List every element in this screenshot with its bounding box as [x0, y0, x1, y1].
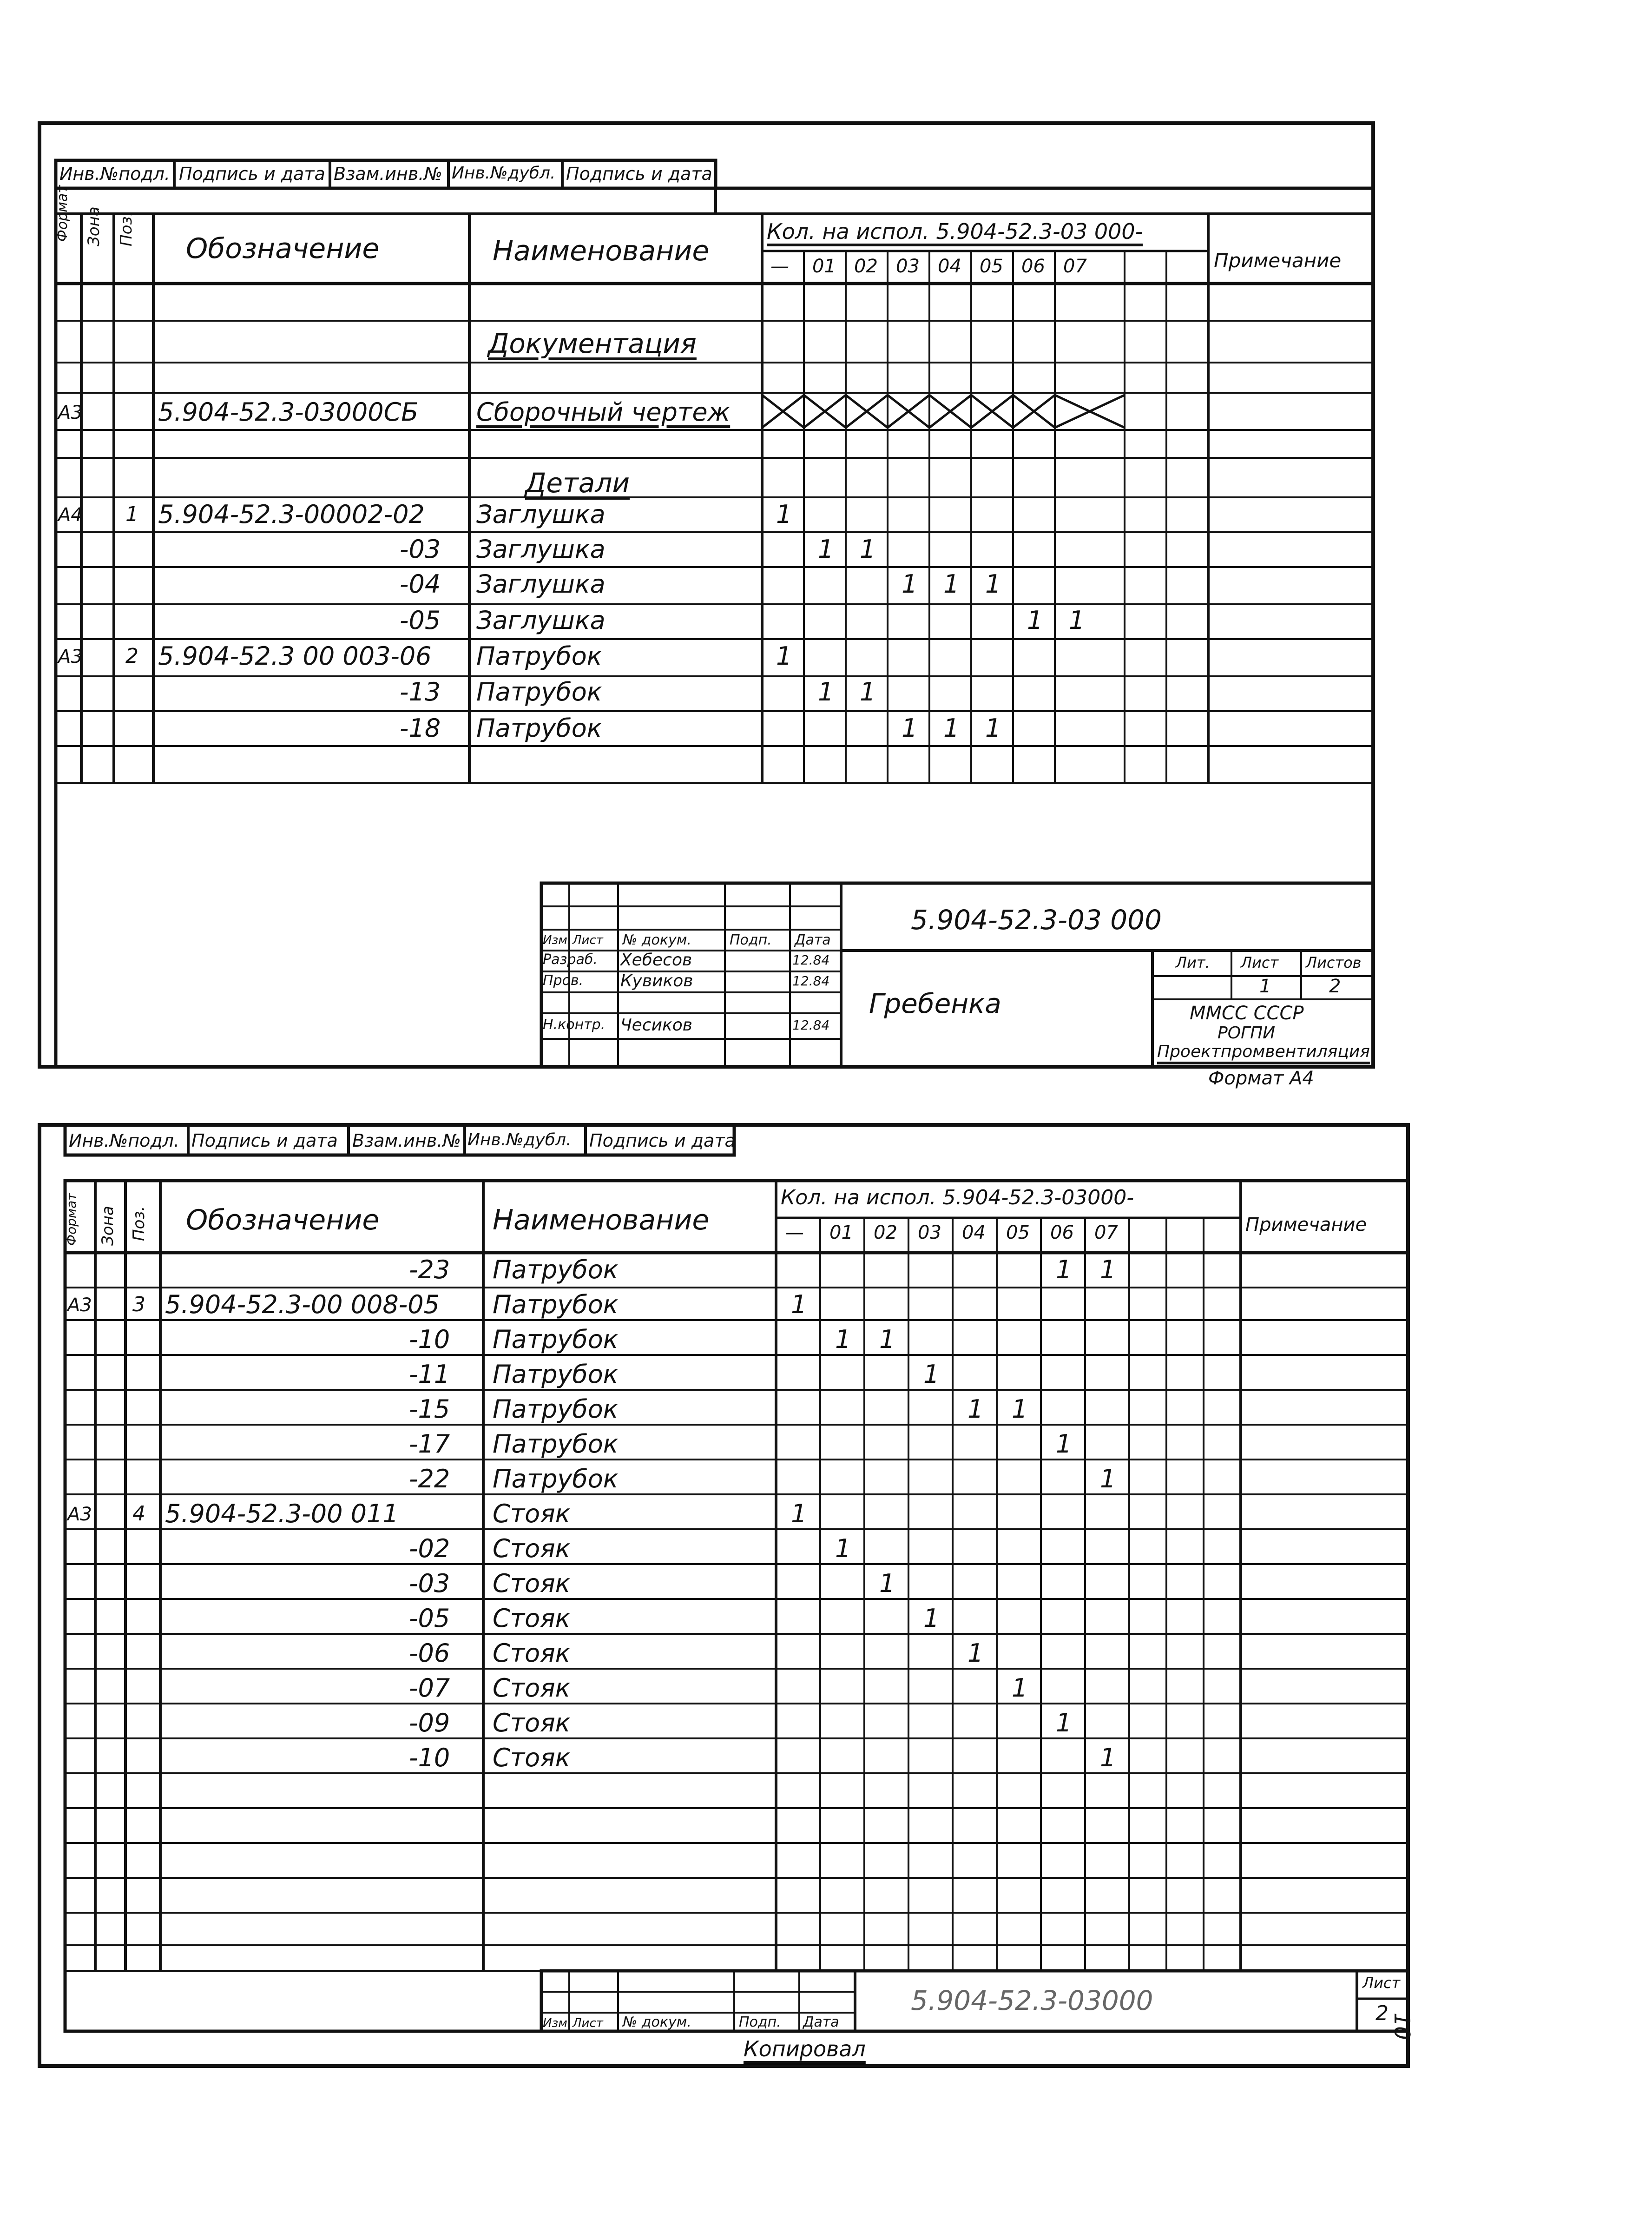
strip-signature-label: Подпись и дата	[179, 164, 325, 184]
row-format: А3	[58, 402, 83, 423]
row2-designation: -07	[409, 1673, 450, 1703]
row-designation: -03	[400, 535, 441, 564]
header-designation: Обозначение	[186, 232, 380, 265]
row-designation: -04	[400, 569, 441, 599]
tb1-person-0: Хебесов	[620, 951, 692, 970]
row-qty-mark: 1	[860, 535, 876, 564]
row2-qty-mark: 1	[1100, 1255, 1116, 1284]
row2-name: Стояк	[493, 1743, 571, 1772]
row2-qty-mark: 1	[923, 1360, 940, 1389]
tb2-code: 5.904-52.3-03000	[911, 1985, 1153, 2016]
row2-designation: -03	[409, 1569, 450, 1598]
row2-qty-mark: 1	[968, 1394, 984, 1424]
row2-qty-mark: 1	[1056, 1429, 1072, 1459]
row2-qty-mark: 1	[1056, 1255, 1072, 1284]
header2-pos: Поз.	[130, 1206, 148, 1241]
row-format: А4	[58, 504, 83, 526]
row2-designation: 5.904-52.3-00 008-05	[165, 1290, 440, 1319]
tb1-lit-label: Лит.	[1176, 954, 1210, 971]
tb1-sheet-label: Лист	[1241, 954, 1279, 971]
header-qty-title: Кол. на испол. 5.904-52.3-03 000-	[767, 219, 1143, 244]
row2-name: Стояк	[493, 1569, 571, 1598]
row2-qty-mark: 1	[835, 1534, 851, 1563]
row2-name: Стояк	[493, 1604, 571, 1633]
row-name: Заглушка	[476, 500, 606, 529]
row2-qty-mark: 1	[835, 1325, 851, 1354]
strip2-signature-label: Подпись и дата	[191, 1130, 338, 1151]
variant2-header-3: 03	[918, 1222, 941, 1243]
row2-qty-mark: 1	[879, 1325, 895, 1354]
tb2-sheet: 2	[1376, 2001, 1389, 2025]
row-name: Патрубок	[476, 641, 602, 671]
row-qty-mark: 1	[902, 569, 918, 599]
row2-designation: -09	[409, 1708, 450, 1737]
header-zone: Зона	[85, 206, 103, 246]
header-note: Примечание	[1214, 249, 1342, 272]
tb1-person-2: Чесиков	[620, 1016, 693, 1035]
row2-designation: -15	[409, 1394, 450, 1424]
tb1-format-note: Формат А4	[1208, 1068, 1314, 1089]
tb1-person-1: Кувиков	[620, 971, 693, 991]
row-designation: 5.904-52.3 00 003-06	[158, 641, 432, 671]
variant-header-0: —	[770, 256, 789, 277]
row-qty-mark: 1	[943, 713, 960, 743]
row2-qty-mark: 1	[1012, 1394, 1028, 1424]
row2-designation: -22	[409, 1464, 450, 1493]
variant-header-2: 02	[854, 256, 878, 277]
row-format: А3	[58, 646, 83, 667]
header2-name: Наименование	[493, 1204, 710, 1236]
strip2-replace-label: Взам.инв.№	[352, 1130, 461, 1151]
row2-qty-mark: 1	[968, 1638, 984, 1668]
tb1-org2: РОГПИ	[1218, 1024, 1276, 1043]
row2-name: Стояк	[493, 1499, 571, 1528]
row2-designation: -05	[409, 1604, 450, 1633]
row2-qty-mark: 1	[791, 1499, 807, 1528]
row2-name: Стояк	[493, 1534, 571, 1563]
header2-zone: Зона	[99, 1206, 117, 1246]
section-parts: Детали	[525, 467, 630, 499]
strip-inv-label: Инв.№подл.	[59, 164, 171, 184]
row2-designation: -10	[409, 1743, 450, 1772]
variant-header-1: 01	[812, 256, 836, 277]
tb2-label-doc: № докум.	[623, 2014, 691, 2030]
row2-name: Стояк	[493, 1708, 571, 1737]
variant2-header-2: 02	[874, 1222, 897, 1243]
variant-header-5: 05	[980, 256, 1003, 277]
row-qty-mark: 1	[818, 677, 834, 707]
header-name: Наименование	[493, 235, 710, 267]
row-name: Заглушка	[476, 535, 606, 564]
row-name: Заглушка	[476, 569, 606, 599]
row-designation: 5.904-52.3-03000СБ	[158, 397, 419, 427]
tb1-role-0: Разраб.	[543, 951, 598, 968]
row-qty-mark: 1	[985, 713, 1001, 743]
row2-qty-mark: 1	[791, 1290, 807, 1319]
row2-qty-mark: 1	[1100, 1743, 1116, 1772]
tb1-label-doc: № докум.	[623, 932, 691, 948]
variant2-header-0: —	[785, 1222, 804, 1243]
tb1-sheets-label: Листов	[1306, 954, 1362, 971]
variant-header-4: 04	[938, 256, 961, 277]
row2-name: Патрубок	[493, 1360, 619, 1389]
row2-qty-mark: 1	[879, 1569, 895, 1598]
row2-designation: 5.904-52.3-00 011	[165, 1499, 399, 1528]
tb1-role-2: Н.контр.	[543, 1017, 606, 1033]
row2-name: Патрубок	[493, 1255, 619, 1284]
row2-designation: -06	[409, 1638, 450, 1668]
variant-header-3: 03	[896, 256, 920, 277]
tb1-date-0: 12.84	[792, 952, 830, 968]
row2-name: Патрубок	[493, 1290, 619, 1319]
row-name: Патрубок	[476, 677, 602, 707]
variant-header-7: 07	[1063, 256, 1087, 277]
row2-name: Патрубок	[493, 1394, 619, 1424]
row-designation: -18	[400, 713, 441, 743]
row2-qty-mark: 1	[1012, 1673, 1028, 1703]
row-qty-mark: 1	[776, 641, 792, 671]
section-documentation: Документация	[488, 328, 697, 359]
row-designation: 5.904-52.3-00002-02	[158, 500, 425, 529]
header2-format: Формат	[64, 1193, 79, 1246]
row2-name: Стояк	[493, 1638, 571, 1668]
row-designation: -13	[400, 677, 441, 707]
strip2-signature2-label: Подпись и дата	[589, 1130, 736, 1151]
strip-replace-label: Взам.инв.№	[334, 164, 442, 184]
row-name: Патрубок	[476, 713, 602, 743]
tb1-sheets: 2	[1329, 976, 1341, 997]
tb2-sheet-label: Лист	[1362, 1974, 1401, 1992]
tb1-label-list: Лист	[573, 933, 603, 947]
row2-designation: -17	[409, 1429, 450, 1459]
variant2-header-1: 01	[829, 1222, 853, 1243]
row-position: 1	[125, 502, 138, 526]
row2-name: Патрубок	[493, 1464, 619, 1493]
side-number: 10	[1389, 2013, 1415, 2040]
tb1-date-1: 12.84	[792, 973, 830, 989]
tb1-name: Гребенка	[869, 988, 1001, 1019]
strip2-inv-label: Инв.№подл.	[69, 1130, 180, 1151]
tb1-role-1: Пров.	[543, 972, 584, 989]
row-qty-mark: 1	[1027, 606, 1043, 635]
row2-qty-mark: 1	[1100, 1464, 1116, 1493]
tb2-label-sign: Подп.	[739, 2014, 781, 2030]
tb1-org1: ММСС СССР	[1190, 1003, 1304, 1024]
row2-position: 3	[132, 1293, 145, 1316]
row2-qty-mark: 1	[923, 1604, 940, 1633]
copied-note: Копировал	[744, 2036, 866, 2061]
tb1-code: 5.904-52.3-03 000	[911, 904, 1162, 936]
row2-name: Патрубок	[493, 1429, 619, 1459]
row2-position: 4	[132, 1502, 145, 1526]
row-qty-mark: 1	[902, 713, 918, 743]
variant2-header-5: 05	[1006, 1222, 1030, 1243]
header-format: Формат	[54, 185, 71, 242]
row2-format: А3	[67, 1504, 92, 1525]
tb1-label-izm: Изм.	[543, 933, 572, 947]
tb1-org3: Проектпромвентиляция	[1157, 1042, 1370, 1061]
row-name: Заглушка	[476, 606, 606, 635]
row2-designation: -23	[409, 1255, 450, 1284]
row-qty-mark: 1	[985, 569, 1001, 599]
row-qty-mark: 1	[776, 500, 792, 529]
row-qty-mark: 1	[818, 535, 834, 564]
strip-signature2-label: Подпись и дата	[566, 164, 712, 184]
tb1-sheet: 1	[1259, 976, 1271, 997]
variant2-header-4: 04	[962, 1222, 986, 1243]
row-name: Сборочный чертеж	[476, 397, 731, 427]
row-position: 2	[125, 644, 138, 668]
row-qty-mark: 1	[1069, 606, 1085, 635]
row2-name: Стояк	[493, 1673, 571, 1703]
variant2-header-7: 07	[1094, 1222, 1118, 1243]
tb2-label-izm: Изм.	[543, 2016, 572, 2030]
tb1-date-2: 12.84	[792, 1017, 830, 1033]
strip-dup-label: Инв.№дубл.	[452, 164, 556, 183]
row-qty-mark: 1	[860, 677, 876, 707]
row-qty-mark: 1	[943, 569, 960, 599]
header2-qty-title: Кол. на испол. 5.904-52.3-03000-	[781, 1186, 1134, 1209]
variant-header-6: 06	[1021, 256, 1045, 277]
row2-designation: -02	[409, 1534, 450, 1563]
row2-designation: -10	[409, 1325, 450, 1354]
variant2-header-6: 06	[1050, 1222, 1074, 1243]
row2-qty-mark: 1	[1056, 1708, 1072, 1737]
header2-designation: Обозначение	[186, 1204, 380, 1236]
header-pos: Поз.	[117, 211, 136, 246]
tb2-label-list: Лист	[573, 2016, 603, 2030]
header2-note: Примечание	[1245, 1214, 1367, 1235]
tb2-label-date: Дата	[803, 2014, 839, 2030]
row2-name: Патрубок	[493, 1325, 619, 1354]
row2-format: А3	[67, 1295, 92, 1316]
row2-designation: -11	[409, 1360, 450, 1389]
tb1-label-date: Дата	[795, 932, 831, 948]
tb1-label-sign: Подп.	[730, 932, 772, 948]
strip2-dup-label: Инв.№дубл.	[467, 1130, 572, 1149]
row-designation: -05	[400, 606, 441, 635]
